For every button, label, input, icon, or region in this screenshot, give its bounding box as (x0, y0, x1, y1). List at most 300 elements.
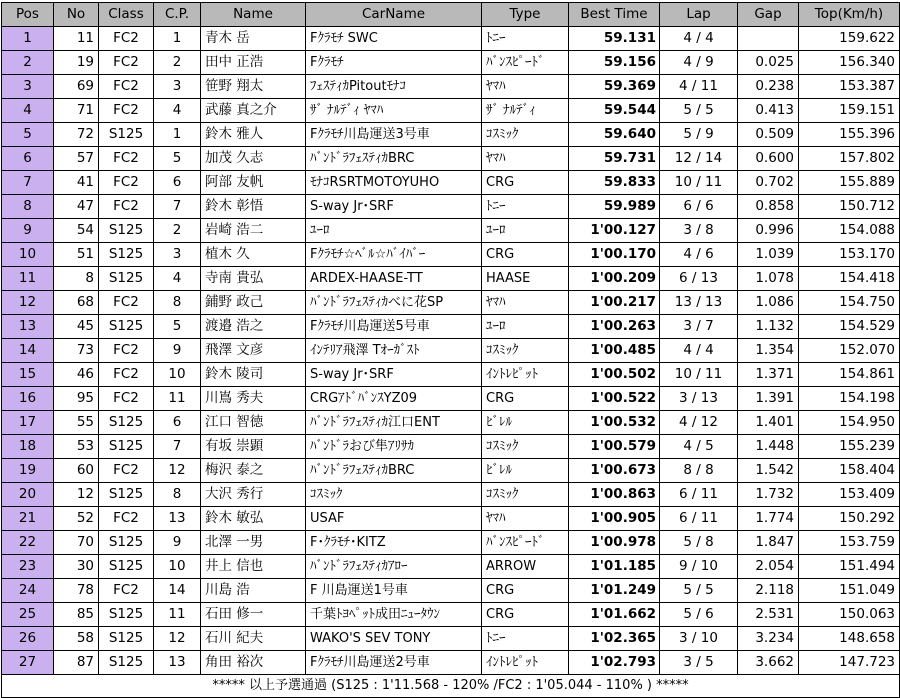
cell-class: FC2 (99, 363, 154, 387)
cell-type: CRG (482, 243, 569, 267)
cell-type: ｲﾝﾄﾚﾋﾟｯﾄ (482, 651, 569, 675)
cell-class: S125 (99, 651, 154, 675)
cell-carname: ｲﾝﾃﾘｱ飛澤 Tｵｰｶﾞｽﾄ (306, 339, 482, 363)
cell-pos: 5 (2, 123, 54, 147)
cell-best-time: 1'01.662 (569, 603, 660, 627)
cell-type: CRG (482, 579, 569, 603)
cell-no: 54 (54, 219, 99, 243)
cell-type: ﾄﾆｰ (482, 195, 569, 219)
cell-carname: Fｸﾗﾓﾁ (306, 51, 482, 75)
table-row (2, 435, 900, 459)
cell-type: ﾋﾞﾚﾙ (482, 459, 569, 483)
results-table (1, 2, 900, 698)
cell-top-speed: 157.802 (799, 147, 900, 171)
cell-type: ﾊﾞﾝｽﾋﾟｰﾄﾞ (482, 51, 569, 75)
cell-best-time: 1'00.905 (569, 507, 660, 531)
cell-pos: 1 (2, 27, 54, 51)
cell-carname: WAKO'S SEV TONY (306, 627, 482, 651)
cell-carname: F 川島運送1号車 (306, 579, 482, 603)
cell-best-time: 1'02.793 (569, 651, 660, 675)
cell-class: FC2 (99, 195, 154, 219)
cell-name: 鈴木 彰悟 (201, 195, 306, 219)
table-row (2, 579, 900, 603)
cell-pos: 7 (2, 171, 54, 195)
cell-type: HAASE (482, 267, 569, 291)
cell-top-speed: 155.889 (799, 171, 900, 195)
table-row (2, 531, 900, 555)
cell-name: 笹野 翔太 (201, 75, 306, 99)
cell-carname: ﾊﾞﾝﾄﾞﾗおび隼ｱﾘｻｶ (306, 435, 482, 459)
cell-lap: 6 / 13 (660, 267, 738, 291)
cell-carname: ﾊﾞﾝﾄﾞﾗﾌｪｽﾃｨｶBRC (306, 459, 482, 483)
cell-top-speed: 147.723 (799, 651, 900, 675)
cell-cp: 12 (154, 459, 201, 483)
table-row (2, 507, 900, 531)
cell-pos: 21 (2, 507, 54, 531)
cell-no: 68 (54, 291, 99, 315)
cell-type: ｺｽﾐｯｸ (482, 123, 569, 147)
cell-no: 73 (54, 339, 99, 363)
cell-gap: 1.774 (738, 507, 799, 531)
cell-carname: 千葉ﾄﾖﾍﾟｯﾄ成田ﾆｭｰﾀｳﾝ (306, 603, 482, 627)
cell-name: 鈴木 雅人 (201, 123, 306, 147)
cell-cp: 6 (154, 171, 201, 195)
cell-pos: 4 (2, 99, 54, 123)
cell-carname: F･ｸﾗﾓﾁ･KITZ (306, 531, 482, 555)
cell-no: 85 (54, 603, 99, 627)
table-row (2, 147, 900, 171)
cell-best-time: 1'00.217 (569, 291, 660, 315)
cell-best-time: 59.544 (569, 99, 660, 123)
cell-lap: 5 / 5 (660, 579, 738, 603)
cell-no: 70 (54, 531, 99, 555)
cell-name: 梅沢 泰之 (201, 459, 306, 483)
cell-name: 田中 正浩 (201, 51, 306, 75)
cell-top-speed: 151.494 (799, 555, 900, 579)
cell-best-time: 1'00.532 (569, 411, 660, 435)
cell-carname: ﾊﾞﾝﾄﾞﾗﾌｪｽﾃｨｶｱﾛｰ (306, 555, 482, 579)
cell-class: FC2 (99, 147, 154, 171)
cell-pos: 25 (2, 603, 54, 627)
cell-pos: 19 (2, 459, 54, 483)
cell-best-time: 1'00.522 (569, 387, 660, 411)
cell-gap: 0.025 (738, 51, 799, 75)
cell-top-speed: 153.759 (799, 531, 900, 555)
cell-pos: 6 (2, 147, 54, 171)
cell-carname: ARDEX-HAASE-TT (306, 267, 482, 291)
cell-gap: 2.531 (738, 603, 799, 627)
cell-cp: 9 (154, 339, 201, 363)
cell-no: 51 (54, 243, 99, 267)
cell-no: 45 (54, 315, 99, 339)
cell-carname: ﾊﾞﾝﾄﾞﾗﾌｪｽﾃｨｶBRC (306, 147, 482, 171)
cell-class: FC2 (99, 339, 154, 363)
cell-lap: 13 / 13 (660, 291, 738, 315)
cell-class: S125 (99, 531, 154, 555)
cell-gap: 0.996 (738, 219, 799, 243)
cell-best-time: 59.369 (569, 75, 660, 99)
cell-carname: Fｸﾗﾓﾁ川島運送2号車 (306, 651, 482, 675)
cell-name: 鈴木 陵司 (201, 363, 306, 387)
table-row (2, 27, 900, 51)
cell-name: 武藤 真之介 (201, 99, 306, 123)
cell-pos: 26 (2, 627, 54, 651)
cell-no: 52 (54, 507, 99, 531)
cell-cp: 7 (154, 195, 201, 219)
cell-pos: 14 (2, 339, 54, 363)
col-header-gap: Gap (738, 3, 799, 27)
cell-cp: 1 (154, 123, 201, 147)
table-row (2, 51, 900, 75)
cell-lap: 9 / 10 (660, 555, 738, 579)
cell-top-speed: 153.170 (799, 243, 900, 267)
cell-carname: CRGｱﾄﾞﾊﾞﾝｽYZ09 (306, 387, 482, 411)
cell-top-speed: 150.063 (799, 603, 900, 627)
cell-best-time: 1'00.978 (569, 531, 660, 555)
cell-gap: 1.039 (738, 243, 799, 267)
cell-lap: 12 / 14 (660, 147, 738, 171)
cell-type: ﾄﾆｰ (482, 627, 569, 651)
cell-no: 58 (54, 627, 99, 651)
col-header-carname: CarName (306, 3, 482, 27)
cell-name: 寺南 貴弘 (201, 267, 306, 291)
cell-name: 有坂 崇顕 (201, 435, 306, 459)
cell-class: FC2 (99, 459, 154, 483)
cell-type: ARROW (482, 555, 569, 579)
cell-gap: 1.542 (738, 459, 799, 483)
cell-top-speed: 151.049 (799, 579, 900, 603)
cell-cp: 11 (154, 603, 201, 627)
cell-cp: 2 (154, 219, 201, 243)
table-row (2, 555, 900, 579)
cell-best-time: 1'00.485 (569, 339, 660, 363)
cell-type: ｺｽﾐｯｸ (482, 483, 569, 507)
cell-name: 鋪野 政己 (201, 291, 306, 315)
cell-pos: 10 (2, 243, 54, 267)
cell-carname: Fｸﾗﾓﾁ川島運送5号車 (306, 315, 482, 339)
cell-carname: ﾊﾞﾝﾄﾞﾗﾌｪｽﾃｨｶべに花SP (306, 291, 482, 315)
cell-gap: 1.391 (738, 387, 799, 411)
cell-name: 石川 紀夫 (201, 627, 306, 651)
cell-name: 江口 智徳 (201, 411, 306, 435)
col-header-cp: C.P. (154, 3, 201, 27)
cell-top-speed: 154.088 (799, 219, 900, 243)
cell-class: FC2 (99, 291, 154, 315)
cell-carname: USAF (306, 507, 482, 531)
cell-gap: 3.234 (738, 627, 799, 651)
cell-best-time: 1'00.209 (569, 267, 660, 291)
cell-best-time: 1'01.249 (569, 579, 660, 603)
cell-type: ﾋﾞﾚﾙ (482, 411, 569, 435)
cell-carname: S-way Jr･SRF (306, 363, 482, 387)
cell-best-time: 1'00.502 (569, 363, 660, 387)
cell-name: 渡邉 浩之 (201, 315, 306, 339)
cell-pos: 24 (2, 579, 54, 603)
cell-type: ﾔﾏﾊ (482, 147, 569, 171)
cell-top-speed: 153.409 (799, 483, 900, 507)
cell-no: 12 (54, 483, 99, 507)
cell-lap: 6 / 6 (660, 195, 738, 219)
cell-type: ｺｽﾐｯｸ (482, 435, 569, 459)
col-header-top-speed: Top(Km/h) (799, 3, 900, 27)
cell-pos: 15 (2, 363, 54, 387)
cell-name: 飛澤 文彦 (201, 339, 306, 363)
cell-lap: 4 / 6 (660, 243, 738, 267)
col-header-best-time: Best Time (569, 3, 660, 27)
table-row (2, 99, 900, 123)
table-row (2, 411, 900, 435)
table-row (2, 291, 900, 315)
cell-carname: ﾓﾅｺRSRTMOTOYUHO (306, 171, 482, 195)
cell-cp: 3 (154, 243, 201, 267)
table-row (2, 171, 900, 195)
cell-no: 71 (54, 99, 99, 123)
cell-best-time: 1'00.863 (569, 483, 660, 507)
results-body (2, 27, 900, 675)
cell-cp: 4 (154, 99, 201, 123)
cell-lap: 3 / 7 (660, 315, 738, 339)
cell-lap: 10 / 11 (660, 363, 738, 387)
cell-cp: 2 (154, 51, 201, 75)
cell-cp: 7 (154, 435, 201, 459)
cell-name: 植木 久 (201, 243, 306, 267)
cell-carname: ﾕｰﾛ (306, 219, 482, 243)
cell-type: ｻﾞ ﾅﾙﾃﾞｨ (482, 99, 569, 123)
cell-lap: 4 / 5 (660, 435, 738, 459)
col-header-class: Class (99, 3, 154, 27)
cell-no: 47 (54, 195, 99, 219)
cell-class: S125 (99, 219, 154, 243)
table-row (2, 315, 900, 339)
cell-cp: 4 (154, 267, 201, 291)
cell-no: 19 (54, 51, 99, 75)
cell-cp: 9 (154, 531, 201, 555)
cell-name: 石田 修一 (201, 603, 306, 627)
cell-lap: 6 / 11 (660, 483, 738, 507)
cell-name: 井上 信也 (201, 555, 306, 579)
cell-cp: 13 (154, 507, 201, 531)
col-header-type: Type (482, 3, 569, 27)
table-row (2, 339, 900, 363)
cell-no: 53 (54, 435, 99, 459)
cell-class: S125 (99, 411, 154, 435)
cell-top-speed: 155.396 (799, 123, 900, 147)
cell-top-speed: 154.418 (799, 267, 900, 291)
cell-gap (738, 27, 799, 51)
cell-carname: ｻﾞ ﾅﾙﾃﾞｨ ﾔﾏﾊ (306, 99, 482, 123)
cell-name: 北澤 一男 (201, 531, 306, 555)
cell-class: S125 (99, 123, 154, 147)
cell-no: 11 (54, 27, 99, 51)
cell-class: S125 (99, 267, 154, 291)
table-row (2, 363, 900, 387)
cell-class: FC2 (99, 27, 154, 51)
cell-class: S125 (99, 555, 154, 579)
cell-top-speed: 159.622 (799, 27, 900, 51)
cell-lap: 3 / 8 (660, 219, 738, 243)
cell-lap: 4 / 4 (660, 27, 738, 51)
table-row (2, 387, 900, 411)
cell-cp: 12 (154, 627, 201, 651)
cell-best-time: 1'00.579 (569, 435, 660, 459)
cell-no: 30 (54, 555, 99, 579)
cell-pos: 20 (2, 483, 54, 507)
cell-lap: 4 / 4 (660, 339, 738, 363)
table-row (2, 651, 900, 675)
cell-type: ｲﾝﾄﾚﾋﾟｯﾄ (482, 363, 569, 387)
cell-top-speed: 154.950 (799, 411, 900, 435)
cell-no: 41 (54, 171, 99, 195)
cell-pos: 12 (2, 291, 54, 315)
cell-gap: 1.401 (738, 411, 799, 435)
cell-best-time: 59.833 (569, 171, 660, 195)
table-row (2, 195, 900, 219)
cell-no: 95 (54, 387, 99, 411)
cell-name: 青木 岳 (201, 27, 306, 51)
cell-class: S125 (99, 603, 154, 627)
cell-cp: 3 (154, 75, 201, 99)
cell-class: FC2 (99, 51, 154, 75)
table-row (2, 603, 900, 627)
cell-pos: 3 (2, 75, 54, 99)
cell-top-speed: 150.712 (799, 195, 900, 219)
cell-best-time: 59.731 (569, 147, 660, 171)
col-header-no: No (54, 3, 99, 27)
cell-class: FC2 (99, 579, 154, 603)
cell-cp: 10 (154, 363, 201, 387)
cell-type: ﾔﾏﾊ (482, 507, 569, 531)
cell-class: FC2 (99, 171, 154, 195)
table-row (2, 483, 900, 507)
cell-name: 鈴木 敏弘 (201, 507, 306, 531)
cell-no: 46 (54, 363, 99, 387)
cell-no: 87 (54, 651, 99, 675)
cell-lap: 10 / 11 (660, 171, 738, 195)
cell-top-speed: 154.750 (799, 291, 900, 315)
cell-gap: 0.702 (738, 171, 799, 195)
cell-pos: 22 (2, 531, 54, 555)
cell-gap: 1.847 (738, 531, 799, 555)
cell-gap: 1.448 (738, 435, 799, 459)
cell-gap: 0.858 (738, 195, 799, 219)
cell-pos: 27 (2, 651, 54, 675)
cell-cp: 11 (154, 387, 201, 411)
cell-best-time: 59.131 (569, 27, 660, 51)
cell-lap: 3 / 10 (660, 627, 738, 651)
cell-top-speed: 156.340 (799, 51, 900, 75)
cell-gap: 1.732 (738, 483, 799, 507)
qualifying-note: ***** 以上予選通過 (S125 : 1'11.568 - 120% /FC2 : 1'05.044 - 110% ) ***** (2, 675, 900, 698)
cell-pos: 16 (2, 387, 54, 411)
cell-carname: S-way Jr･SRF (306, 195, 482, 219)
cell-type: CRG (482, 171, 569, 195)
cell-type: CRG (482, 603, 569, 627)
cell-best-time: 1'00.127 (569, 219, 660, 243)
cell-type: ﾕｰﾛ (482, 219, 569, 243)
cell-type: ﾄﾆｰ (482, 27, 569, 51)
cell-no: 60 (54, 459, 99, 483)
cell-lap: 5 / 5 (660, 99, 738, 123)
cell-no: 69 (54, 75, 99, 99)
cell-pos: 17 (2, 411, 54, 435)
cell-class: S125 (99, 483, 154, 507)
cell-gap: 0.238 (738, 75, 799, 99)
cell-class: S125 (99, 243, 154, 267)
cell-lap: 4 / 9 (660, 51, 738, 75)
cell-carname: Fｸﾗﾓﾁ SWC (306, 27, 482, 51)
col-header-lap: Lap (660, 3, 738, 27)
cell-carname: Fｸﾗﾓﾁ☆ﾍﾞﾙ☆ﾊﾞｲﾊﾞｰ (306, 243, 482, 267)
cell-class: FC2 (99, 387, 154, 411)
cell-pos: 13 (2, 315, 54, 339)
cell-cp: 10 (154, 555, 201, 579)
cell-pos: 11 (2, 267, 54, 291)
cell-type: ｺｽﾐｯｸ (482, 339, 569, 363)
cell-gap: 1.354 (738, 339, 799, 363)
cell-top-speed: 159.151 (799, 99, 900, 123)
cell-type: ﾔﾏﾊ (482, 75, 569, 99)
cell-class: S125 (99, 315, 154, 339)
cell-top-speed: 148.658 (799, 627, 900, 651)
cell-name: 角田 裕次 (201, 651, 306, 675)
cell-no: 57 (54, 147, 99, 171)
cell-name: 大沢 秀行 (201, 483, 306, 507)
cell-type: ﾊﾞﾝｽﾋﾟｰﾄﾞ (482, 531, 569, 555)
cell-top-speed: 158.404 (799, 459, 900, 483)
cell-best-time: 59.640 (569, 123, 660, 147)
cell-lap: 3 / 13 (660, 387, 738, 411)
cell-gap: 2.054 (738, 555, 799, 579)
cell-gap: 1.086 (738, 291, 799, 315)
cell-lap: 5 / 8 (660, 531, 738, 555)
cell-class: FC2 (99, 75, 154, 99)
col-header-name: Name (201, 3, 306, 27)
cell-class: S125 (99, 627, 154, 651)
cell-name: 阿部 友帆 (201, 171, 306, 195)
cell-type: ﾕｰﾛ (482, 315, 569, 339)
cell-best-time: 1'00.263 (569, 315, 660, 339)
cell-top-speed: 154.529 (799, 315, 900, 339)
table-row (2, 75, 900, 99)
cell-best-time: 1'02.365 (569, 627, 660, 651)
cell-pos: 8 (2, 195, 54, 219)
cell-lap: 6 / 11 (660, 507, 738, 531)
cell-cp: 6 (154, 411, 201, 435)
col-header-pos: Pos (2, 3, 54, 27)
table-row (2, 459, 900, 483)
cell-cp: 1 (154, 27, 201, 51)
header-row (2, 3, 900, 27)
cell-top-speed: 154.861 (799, 363, 900, 387)
cell-best-time: 1'01.185 (569, 555, 660, 579)
table-row (2, 123, 900, 147)
table-row (2, 627, 900, 651)
cell-top-speed: 154.198 (799, 387, 900, 411)
cell-cp: 8 (154, 483, 201, 507)
cell-lap: 4 / 12 (660, 411, 738, 435)
cell-gap: 1.371 (738, 363, 799, 387)
cell-best-time: 1'00.170 (569, 243, 660, 267)
cell-carname: Fｸﾗﾓﾁ川島運送3号車 (306, 123, 482, 147)
cell-best-time: 1'00.673 (569, 459, 660, 483)
cell-lap: 3 / 5 (660, 651, 738, 675)
cell-name: 川嶌 秀夫 (201, 387, 306, 411)
cell-carname: ｺｽﾐｯｸ (306, 483, 482, 507)
cell-class: FC2 (99, 99, 154, 123)
cell-gap: 0.600 (738, 147, 799, 171)
cell-best-time: 59.156 (569, 51, 660, 75)
cell-top-speed: 155.239 (799, 435, 900, 459)
